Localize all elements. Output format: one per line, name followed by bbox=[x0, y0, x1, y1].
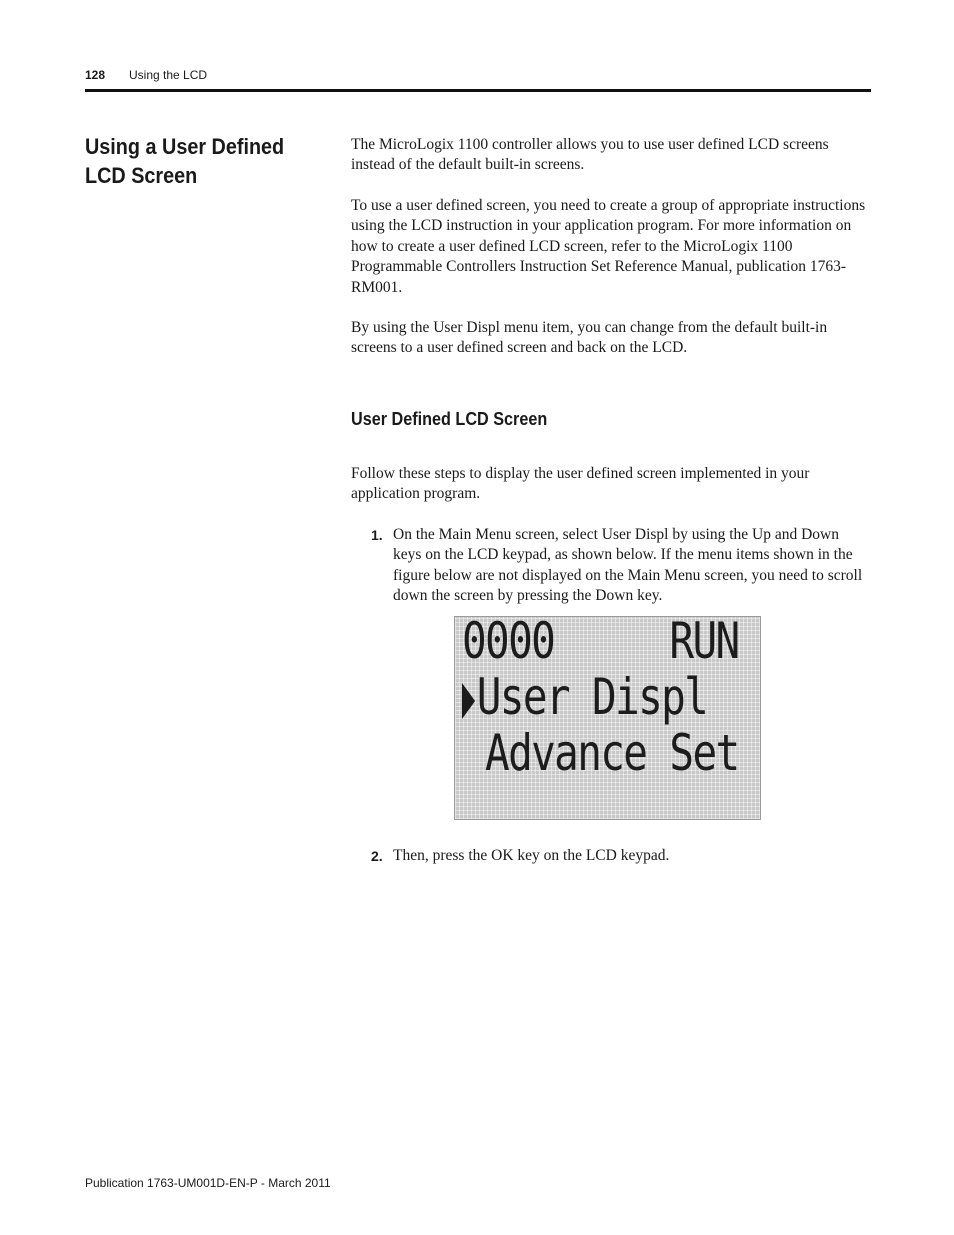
lcd-spacer bbox=[554, 616, 669, 670]
intro-paragraph-2 bbox=[351, 196, 873, 298]
paragraph-text: To use a user defined screen, you need to create a group of appropriate instructions using the LCD instruction in your application program. For more information on how to create a user defined LCD screen, refer to the MicroLogix 1100 Programmable Controllers Instruction Set Reference Manual, publication 1763-RM001. bbox=[351, 197, 866, 296]
lcd-line-1 bbox=[462, 616, 739, 669]
step-number: 2. bbox=[371, 848, 383, 864]
lcd-line-3 bbox=[462, 725, 739, 781]
intro-paragraph-1 bbox=[351, 135, 873, 176]
subsection-title: User Defined LCD Screen bbox=[351, 409, 548, 429]
lcd-screen-figure bbox=[454, 616, 761, 820]
paragraph-text: The MicroLogix 1100 controller allows you to use user defined LCD screens instead of the default built-in screens. bbox=[351, 136, 829, 174]
section-title: Using a User Defined LCD Screen bbox=[85, 134, 285, 188]
page-header bbox=[85, 66, 871, 90]
step-text: Then, press the OK key on the LCD keypad. bbox=[393, 847, 670, 864]
section-name: Using the LCD bbox=[129, 68, 208, 82]
paragraph-text: By using the User Displ menu item, you can change from the default built-in screens to a user defined screen and back on the LCD. bbox=[351, 319, 828, 357]
lcd-menu-item: Advance Set bbox=[462, 724, 739, 782]
lcd-counter: 0000 bbox=[462, 616, 555, 670]
subsection-lead bbox=[351, 464, 873, 505]
step-text: On the Main Menu screen, select User Displ by using the Up and Down keys on the LCD keypad, as shown below. If the menu items shown in the figure below are not displayed on the Main Menu screen, you need to scroll down the screen by pressing the Down key. bbox=[393, 526, 863, 605]
lcd-line-2 bbox=[462, 669, 707, 725]
paragraph-text: Follow these steps to display the user defined screen implemented in your application program. bbox=[351, 465, 810, 503]
cursor-icon bbox=[462, 683, 475, 719]
lcd-mode: RUN bbox=[669, 616, 739, 670]
page-footer: Publication 1763-UM001D-EN-P - March 2011 bbox=[85, 1176, 331, 1190]
page-number: 128 bbox=[85, 68, 106, 82]
step-number: 1. bbox=[371, 527, 383, 543]
lcd-menu-item-selected: User Displ bbox=[476, 668, 708, 726]
header-rule bbox=[85, 89, 871, 92]
intro-paragraph-3 bbox=[351, 318, 873, 359]
